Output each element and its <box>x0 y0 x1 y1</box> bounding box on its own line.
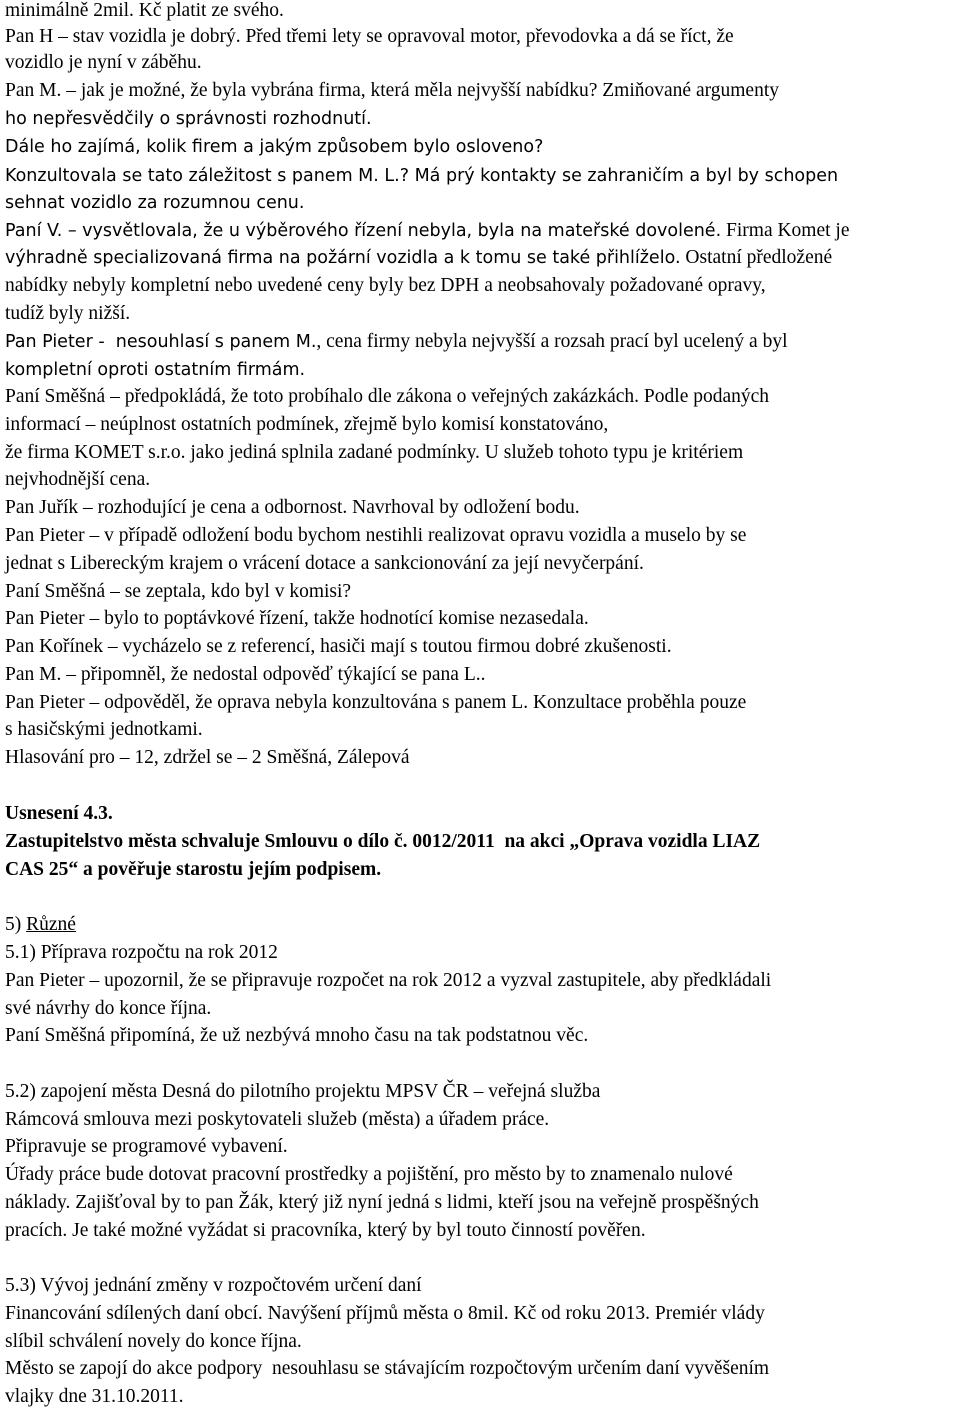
text-line: slíbil schválení novely do konce října. <box>5 1331 302 1352</box>
text-line: Pan H – stav vozidla je dobrý. Před třemi lety se opravoval motor, převodovka a dá se říct, že <box>5 26 734 47</box>
text-line: své návrhy do konce října. <box>5 998 212 1019</box>
text-line: Paní Směšná – předpokládá, že toto probíhalo dle zákona o veřejných zakázkách. Podle podaných <box>5 386 770 407</box>
heading-number: 5) <box>5 914 27 935</box>
subsection-heading: 5.3) Vývoj jednání změny v rozpočtovém určení daní <box>5 1275 422 1296</box>
text-line <box>5 218 850 244</box>
text-line: Připravuje se programové vybavení. <box>5 1136 288 1157</box>
text-line: Dále ho zajímá, kolik firem a jakým způsobem bylo osloveno? <box>5 137 544 157</box>
text-line: vozidlo je nyní v záběhu. <box>5 52 202 73</box>
text-line: Hlasování pro – 12, zdržel se – 2 Směšná, Zálepová <box>5 747 410 768</box>
text-line: tudíž byly nižší. <box>5 303 131 324</box>
text-line: Pan Pieter – odpověděl, že oprava nebyla konzultována s panem L. Konzultace proběhla pouze <box>5 692 747 713</box>
text-segment: Firma Komet je <box>721 220 850 241</box>
text-segment: Paní V. <box>5 221 63 241</box>
resolution-title: Usnesení 4.3. <box>5 803 113 824</box>
text-line: ho nepřesvědčily o správnosti rozhodnutí. <box>5 109 372 129</box>
text-segment: ? Má prý kontakty se zahraničím a byl by schopen <box>399 166 839 186</box>
text-line: Pan Pieter – v případě odložení bodu bychom nestihli realizovat opravu vozidla a muselo by se <box>5 525 747 546</box>
text-line: pracích. Je také možné vyžádat si pracovníka, který by byl touto činností pověřen. <box>5 1220 646 1241</box>
text-line: náklady. Zajišťoval by to pan Žák, který již nyní jedná s lidmi, kteří jsou na veřejně prospěšných <box>5 1192 759 1213</box>
text-line: Rámcová smlouva mezi poskytovateli služeb (města) a úřadem práce. <box>5 1109 550 1130</box>
text-line <box>5 163 838 189</box>
text-line: Paní Směšná připomíná, že už nezbývá mnoho času na tak podstatnou věc. <box>5 1025 589 1046</box>
text-line: vlajky dne 31.10.2011. <box>5 1386 184 1407</box>
text-line: informací – neúplnost ostatních podmínek, zřejmě bylo komisí konstatováno, <box>5 414 609 435</box>
heading-label: Různé <box>26 914 76 935</box>
text-segment: Pan Pieter - nesouhlasí s panem M. <box>5 332 317 352</box>
text-line: Pan Kořínek – vycházelo se z referencí, hasiči mají s toutou firmou dobré zkušenosti. <box>5 636 672 657</box>
subsection-heading: 5.1) Příprava rozpočtu na rok 2012 <box>5 942 278 963</box>
resolution-text: Zastupitelstvo města schvaluje Smlouvu o dílo č. 0012/2011 na akci „Oprava vozidla LIAZ <box>5 831 761 852</box>
text-line <box>5 329 787 355</box>
text-line: Úřady práce bude dotovat pracovní prostředky a pojištění, pro město by to znamenalo nulové <box>5 1164 733 1185</box>
text-segment: – vysvětlovala, že u výběrového řízení nebyla, byla na mateřské dovolené. <box>62 221 722 241</box>
text-segment: , cena firmy nebyla nejvyšší a rozsah prací byl ucelený a byl <box>316 331 788 352</box>
text-line: Pan M. – připomněl, že nedostal odpověď týkající se pana L.. <box>5 664 486 685</box>
text-line: nejvhodnější cena. <box>5 469 151 490</box>
text-line: nabídky nebyly kompletní nebo uvedené ceny byly bez DPH a neobsahovaly požadované opravy, <box>5 275 766 296</box>
text-line: minimálně 2mil. Kč platit ze svého. <box>5 0 284 21</box>
text-line: Financování sdílených daní obcí. Navýšení příjmů města o 8mil. Kč od roku 2013. Premiér vlády <box>5 1303 765 1324</box>
text-line: sehnat vozidlo za rozumnou cenu. <box>5 193 305 213</box>
text-segment: Ostatní předložené <box>680 247 833 268</box>
text-line: Pan Pieter – upozornil, že se připravuje rozpočet na rok 2012 a vyzval zastupitele, aby předkládali <box>5 970 772 991</box>
text-line: Pan Pieter – bylo to poptávkové řízení, takže hodnotící komise nezasedala. <box>5 608 589 629</box>
text-line: s hasičskými jednotkami. <box>5 719 203 740</box>
text-line: Město se zapojí do akce podpory nesouhlasu se stávajícím rozpočtovým určením daní vyvěšením <box>5 1358 770 1379</box>
section-heading <box>5 912 76 938</box>
text-segment: Konzultovala se tato záležitost s panem M. L. <box>5 166 400 186</box>
text-line: jednat s Libereckým krajem o vrácení dotace a sankcionování za její nevyčerpání. <box>5 553 644 574</box>
text-segment: výhradně specializovaná firma na požární vozidla a k tomu se také přihlíželo. <box>5 248 681 268</box>
text-line: Paní Směšná – se zeptala, kdo byl v komisi? <box>5 581 352 602</box>
text-line <box>5 245 832 271</box>
text-line: Pan Juřík – rozhodující je cena a odbornost. Navrhoval by odložení bodu. <box>5 497 580 518</box>
text-line: Pan M. – jak je možné, že byla vybrána firma, která měla nejvyšší nabídku? Zmiňované argumenty <box>5 80 779 101</box>
subsection-heading: 5.2) zapojení města Desná do pilotního projektu MPSV ČR – veřejná služba <box>5 1081 601 1102</box>
resolution-text: CAS 25“ a pověřuje starostu jejím podpisem. <box>5 859 382 880</box>
text-line: že firma KOMET s.r.o. jako jediná splnila zadané podmínky. U služeb tohoto typu je kritériem <box>5 442 744 463</box>
text-line: kompletní oproti ostatním firmám. <box>5 360 306 380</box>
